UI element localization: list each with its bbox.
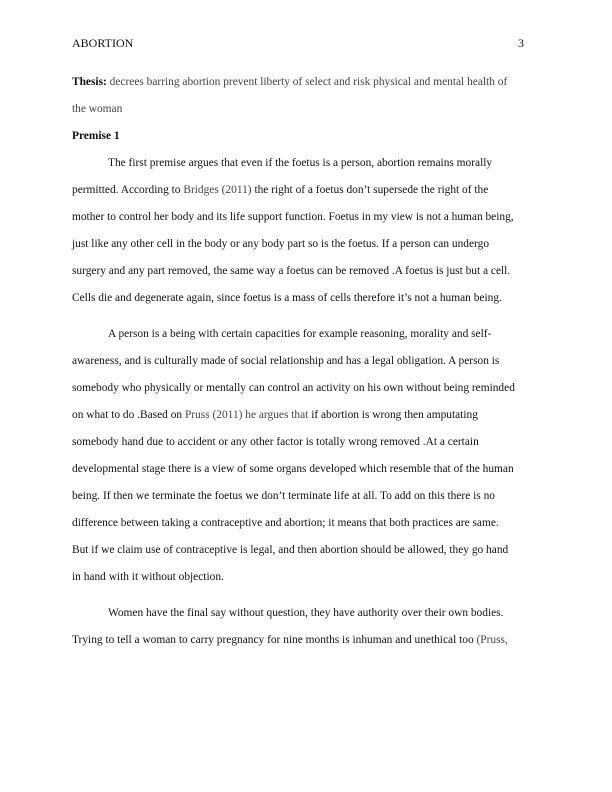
paragraph-line [72, 402, 540, 429]
page-number: 3 [518, 36, 524, 50]
citation: Pruss (2011) he argues that [184, 409, 309, 421]
paragraph-line: developmental stage there is a view of some organs developed which resemble that of the human [72, 463, 514, 475]
thesis-label: Thesis: [72, 76, 107, 88]
paragraph-2 [72, 321, 540, 591]
paragraph-gap [72, 312, 540, 321]
paragraph-line: being. If then we terminate the foetus we don’t terminate life at all. To add on this there is no [72, 490, 495, 502]
paragraph-line: Cells die and degenerate again, since foetus is a mass of cells therefore it’s not a human being. [72, 292, 502, 304]
paragraph-line: A person is a being with certain capacities for example reasoning, morality and self- [108, 328, 492, 340]
paragraph-gap [72, 591, 540, 600]
paragraph-line: surgery and any part removed, the same way a foetus can be removed .A foetus is just but a cell. [72, 265, 511, 277]
page-header [72, 36, 524, 52]
paragraph-line: Women have the final say without question, they have authority over their own bodies. [108, 607, 504, 619]
text-run: Trying to tell a woman to carry pregnancy for nine months is inhuman and unethical too [72, 634, 477, 646]
paragraph-line: somebody who physically or mentally can control an activity on his own without being reminded [72, 382, 515, 394]
paragraph-line: in hand with it without objection. [72, 571, 224, 583]
paragraph-line [72, 627, 540, 654]
text-run: permitted. According to [72, 184, 184, 196]
paragraph-line: But if we claim use of contraceptive is legal, and then abortion should be allowed, they go hand [72, 544, 509, 556]
text-run: on what to do .Based on [72, 409, 185, 421]
text-run: the right of a foetus don’t supersede the right of the [251, 184, 489, 196]
text-run: if abortion is wrong then amputating [308, 409, 478, 421]
premise-heading: Premise 1 [72, 130, 120, 142]
paragraph-line: somebody hand due to accident or any other factor is totally wrong removed .At a certain [72, 436, 479, 448]
paragraph-1 [72, 150, 540, 312]
running-head: ABORTION [72, 36, 134, 50]
paragraph-line: difference between taking a contraceptive and abortion; it means that both practices are same. [72, 517, 499, 529]
citation: Bridges (2011) [183, 184, 252, 196]
thesis-statement [72, 69, 540, 123]
paragraph-line [72, 177, 540, 204]
document-body [72, 69, 540, 654]
paragraph-line: awareness, and is culturally made of social relationship and has a legal obligation. A person is [72, 355, 500, 367]
thesis-text-line-1: decrees barring abortion prevent liberty of select and risk physical and mental health of [106, 76, 508, 88]
citation: (Pruss, [476, 634, 508, 646]
paragraph-line: just like any other cell in the body or any body part so is the foetus. If a person can undergo [72, 238, 490, 250]
paragraph-line: The first premise argues that even if the foetus is a person, abortion remains morally [108, 157, 493, 169]
thesis-text-line-2: the woman [72, 103, 123, 115]
paragraph-line: mother to control her body and its life support function. Foetus in my view is not a human being, [72, 211, 514, 223]
paragraph-3 [72, 600, 540, 654]
